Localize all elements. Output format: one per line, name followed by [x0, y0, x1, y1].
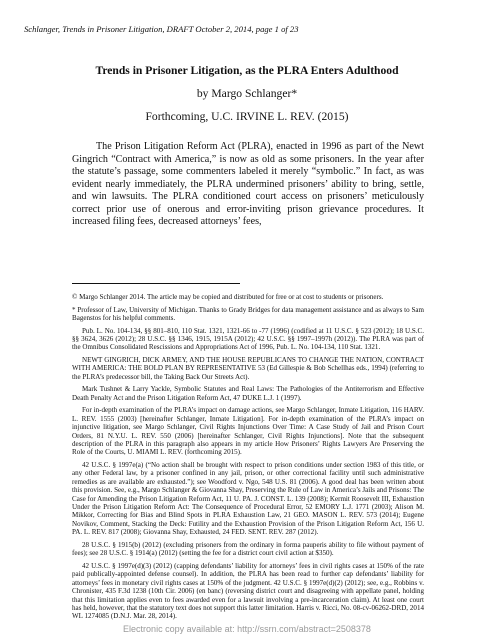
- copyright-note: © Margo Schlanger 2014. The article may be copied and distributed for free or at cost to students or prisoners.: [72, 293, 384, 301]
- footnote-3: Mark Tushnet & Larry Yackle, Symbolic Statutes and Real Laws: The Pathologies of the Antiterrorism and Effective Death Penalty Act and the Prison Litigation Reform Act, 47 DUKE L.J. 1 (1997).: [72, 385, 424, 402]
- author-line: by Margo Schlanger*: [196, 87, 298, 100]
- forthcoming-line: Forthcoming, U.C. IRVINE L. REV. (2015): [145, 110, 349, 123]
- footnote-6: 28 U.S.C. § 1915(b) (2012) (excluding prisoners from the ordinary in forma pauperis ability to file without payment of fees); see 28 U.S.C. § 1914(a) (2012) (setting the fee for a district court civil action at $350).: [72, 540, 424, 558]
- running-head: Schlanger, Trends in Prisoner Litigation, DRAFT October 2, 2014, page 1 of 23: [24, 24, 299, 34]
- footnote-1: Pub. L. No. 104-134, §§ 801–810, 110 Stat. 1321, 1321-66 to -77 (1996) (codified at 11 U.S.C. § 523 (2012); 18 U.S.C. §§ 3624, 3626 (2012); 28 U.S.C. §§ 1346, 1915, 1915A (2012); 42 U.S.C. §§ 1997–1997h (2012)). The PLRA was part of the Omnibus Consolidated Rescissions and Appropriations Act of 1996, Pub. L. No. 104-134, 110 Stat. 1321.: [72, 326, 424, 352]
- footnote-7: 42 U.S.C. § 1997e(d)(3) (2012) (capping defendants’ liability for attorneys’ fees in civil rights cases at 150% of the rate paid publically-appointed defense counsel). In addition, the PLRA has been read to further cap defendants’ liability for attorneys’ fees in monetary civil rights cases at 150% of the judgment. 42 U.S.C. § 1997e(d)(2) (2012); see, e.g., Robbins v. Chronister, 435 F.3d 1238 (10th Cir. 2006) (en banc) (reversing district court and disagreeing with appellate panel, holding that this limitation applies even to fees awarded even for a lawsuit involving a pre-incarceration claim). At least one court has held, however, that the statutory text does not support this latter limitation. Harris v. Ricci, No. 08-cv-06262-DRD, 2014 WL 1274085 (D.N.J. Mar. 28, 2014).: [72, 561, 424, 621]
- title-block: [0, 63, 494, 124]
- ssrn-watermark: Electronic copy available at: http://ssrn.com/abstract=2508378: [123, 624, 371, 634]
- paper-title: Trends in Prisoner Litigation, as the PLRA Enters Adulthood: [95, 64, 399, 77]
- footnotes: [72, 293, 424, 625]
- author-note: * Professor of Law, University of Michigan. Thanks to Grady Bridges for data management assistance and as always to Sam Bagenstos for his helpful comments.: [72, 305, 424, 322]
- footnote-divider: [72, 283, 240, 284]
- footnote-2: NEWT GINGRICH, DICK ARMEY, AND THE HOUSE REPUBLICANS TO CHANGE THE NATION, CONTRACT WITH AMERICA: THE BOLD PLAN BY REPRESENTATIVE 53 (Ed Gillespie & Bob Schellhas eds., 1994) (referring to the PLRA’s predecessor bill, the Taking Back Our Streets Act).: [72, 356, 424, 381]
- footnote-5: 42 U.S.C. § 1997e(a) (“No action shall be brought with respect to prison conditions under section 1983 of this title, or any other Federal law, by a prisoner confined in any jail, prison, or other correctional facility until such administrative remedies as are available are exhausted.”); see Woodford v. Ngo, 548 U.S. 81 (2006). A good deal has been written about this provision. See, e.g., Margo Schlanger & Giovanna Shay, Preserving the Rule of Law in America’s Jails and Prisons: The Case for Amending the Prison Litigation Reform Act, 11 U. PA. J. CONST. L. 139 (2008); Kermit Roosevelt III, Exhaustion Under the Prison Litigation Reform Act: The Consequence of Procedural Error, 52 EMORY L.J. 1771 (2003); Alison M. Mikkor, Correcting for Bias and Blind Spots in PLRA Exhaustion Law, 21 GEO. MASON L. REV. 573 (2014); Eugene Novikov, Comment, Stacking the Deck: Futility and the Exhaustion Provision of the Prison Litigation Reform Act, 156 U. PA. L. REV. 817 (2008); Giovanna Shay, Exhausted, 24 FED. SENT. REV. 287 (2012).: [72, 461, 424, 537]
- footnote-4: For in-depth examination of the PLRA’s impact on damage actions, see Margo Schlanger, Inmate Litigation, 116 HARV. L. REV. 1555 (2003) [hereinafter Schlanger, Inmate Litigation]. For in-depth examination of the PLRA’s impact on injunctive litigation, see Margo Schlanger, Civil Rights Injunctions Over Time: A Case Study of Jail and Prison Court Orders, 81 N.Y.U. L. REV. 550 (2006) [hereinafter Schlanger, Civil Rights Injunctions]. Note that the subsequent description of the PLRA in this paragraph also appears in my article How Prisoners’ Rights Lawyers Are Preserving the Role of the Courts, U. MIAMI L. REV. (forthcoming 2015).: [72, 406, 424, 457]
- body-paragraph: The Prison Litigation Reform Act (PLRA), enacted in 1996 as part of the Newt Gingrich “Contract with America,” is now as old as some prisoners. In the year after the statute’s passage, some commenters labeled it merely “symbolic.” In fact, as was evident nearly immediately, the PLRA undermined prisoners’ ability to bring, settle, and win lawsuits. The PLRA conditioned court access on prisoners’ meticulously correct prior use of onerous and error-inviting prison grievance procedures. It increased filing fees, decreased attorneys’ fees,: [72, 141, 424, 228]
